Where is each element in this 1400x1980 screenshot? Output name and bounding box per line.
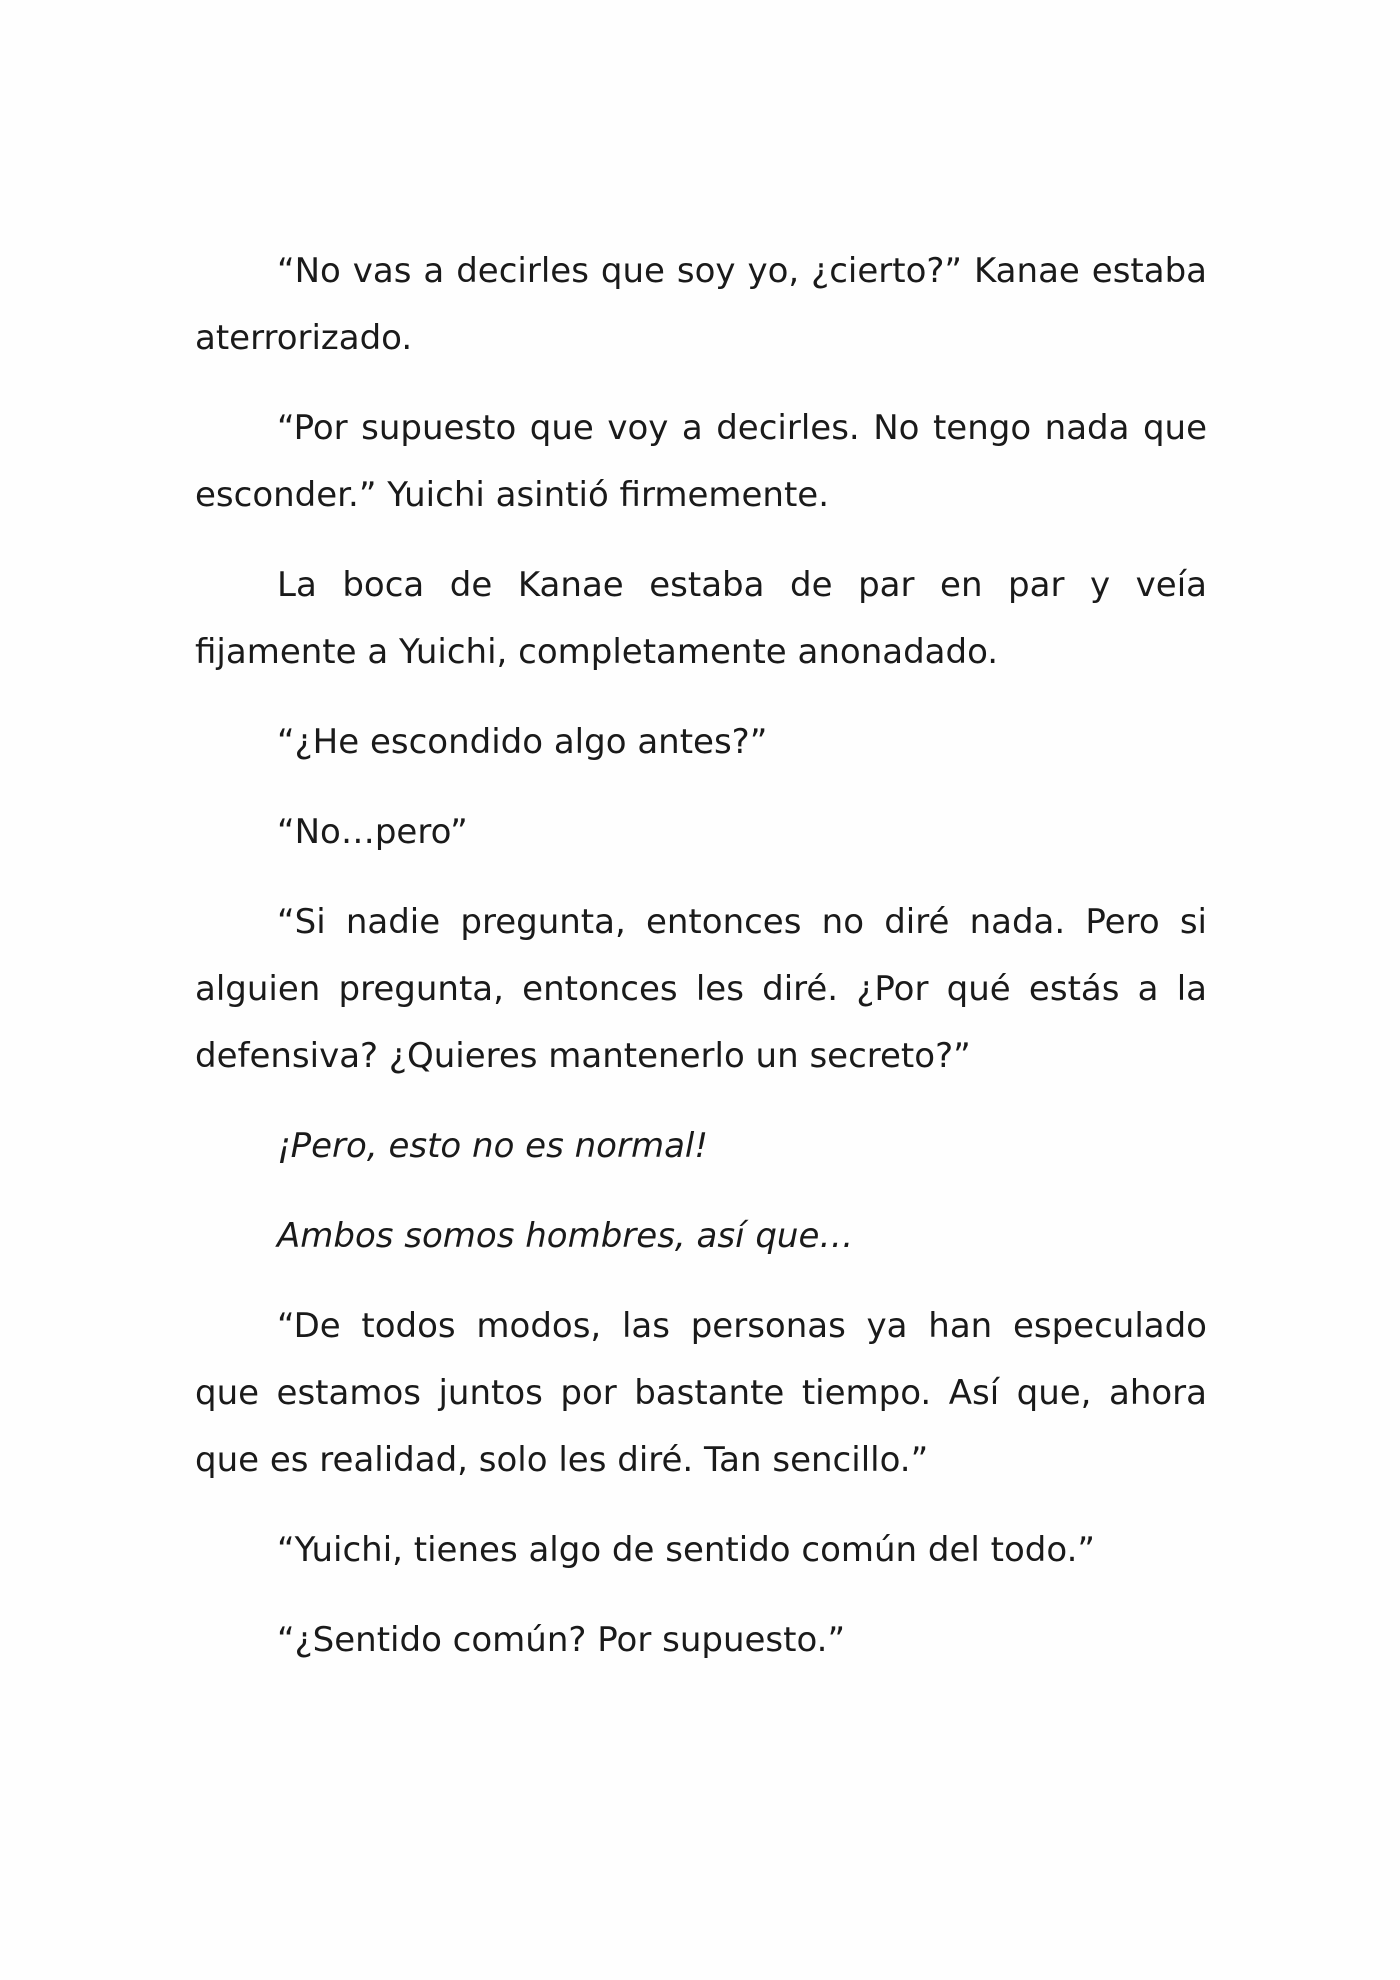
paragraph: “Por supuesto que voy a decirles. No tengo nada que esconder.” Yuichi asintió firmemente. <box>195 408 1207 515</box>
paragraph: “¿He escondido algo antes?” <box>277 722 768 762</box>
paragraph: “¿Sentido común? Por supuesto.” <box>277 1620 846 1660</box>
paragraph: “Si nadie pregunta, entonces no diré nada. Pero si alguien pregunta, entonces les diré. ¿Por qué estás a la defensiva? ¿Quieres mantenerlo un secreto?” <box>195 902 1207 1076</box>
paragraph: “No vas a decirles que soy yo, ¿cierto?” Kanae estaba aterrorizado. <box>195 251 1207 358</box>
paragraph: “Yuichi, tienes algo de sentido común del todo.” <box>277 1530 1096 1570</box>
paragraph-italic: Ambos somos hombres, así que… <box>277 1216 854 1256</box>
paragraph-italic: ¡Pero, esto no es normal! <box>277 1126 708 1166</box>
body-text <box>195 238 1207 1697</box>
paragraph: “De todos modos, las personas ya han especulado que estamos juntos por bastante tiempo. Así que, ahora que es realidad, solo les diré. Tan sencillo.” <box>195 1306 1207 1480</box>
paragraph: “No…pero” <box>277 812 468 852</box>
paragraph: La boca de Kanae estaba de par en par y veía fijamente a Yuichi, completamente anonadado. <box>195 565 1207 672</box>
